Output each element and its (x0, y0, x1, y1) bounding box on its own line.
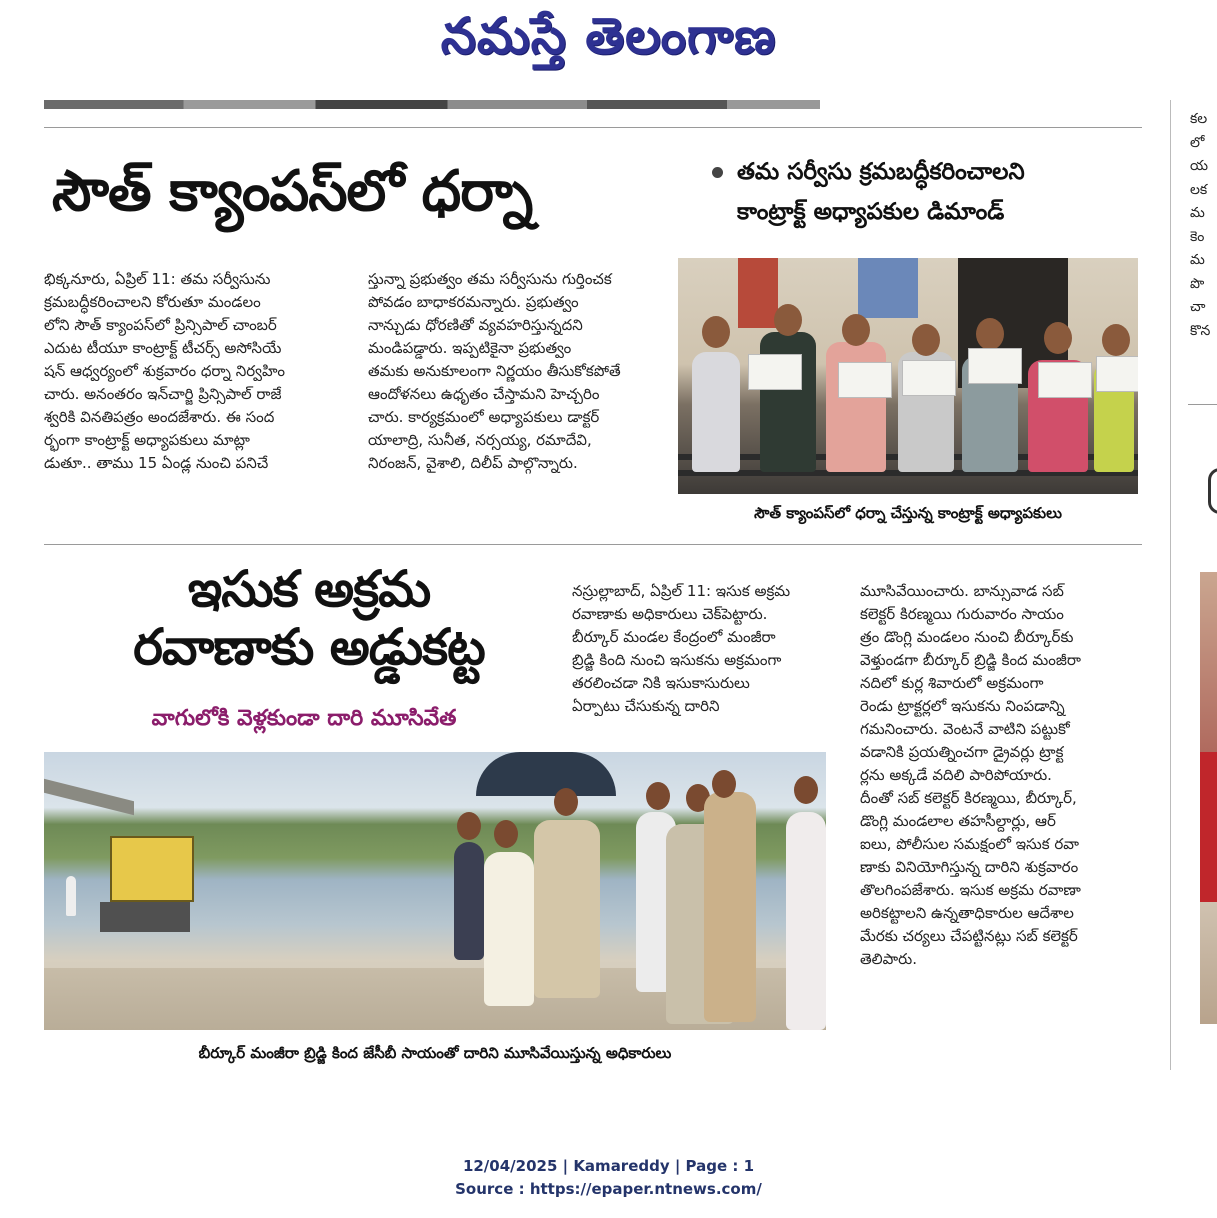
story2-headline-line1: ఇసుక అక్రమ (187, 560, 431, 618)
text-line: య (1190, 158, 1209, 174)
adjacent-headline-fragment (1208, 468, 1217, 514)
text-line: కలెక్టర్ కిరణ్మయి గురువారం సాయం (860, 605, 1064, 623)
story1-deck-line1: తమ సర్వీసు క్రమబద్ధీకరించాలని (737, 159, 1025, 185)
text-line: క్రమబద్ధీకరించాలని కోరుతూ మండలం (44, 293, 261, 311)
text-line: యాలాద్రి, సునీత, నర్సయ్య, రమాదేవి, (368, 431, 592, 449)
text-line: పొ (1190, 275, 1205, 292)
text-line: ఎదుట టీయూ కాంట్రాక్ట్ టీచర్స్ అసోసియే (44, 339, 282, 357)
bullet-icon (712, 167, 723, 178)
text-line: డుతూ.. తాము 15 ఏండ్ల నుంచి పనిచే (44, 454, 269, 472)
story1-column2 (368, 268, 670, 475)
column-divider (1170, 100, 1171, 1070)
text-line: తొలగింపజేశారు. ఇసుక అక్రమ రవాణా (860, 881, 1081, 899)
text-line: బ్రిడ్జి కింది నుంచి ఇసుకను అక్రమంగా (572, 651, 782, 669)
story2-headline-line2: రవాణాకు అడ్డుకట్ట (133, 618, 485, 676)
text-line: లో (1190, 134, 1205, 151)
text-line: రెండు ట్రాక్టర్లలో ఇసుకను నింపడాన్ని (860, 697, 1065, 715)
text-line: అరికట్టాలని ఉన్నతాధికారుల ఆదేశాల (860, 904, 1074, 922)
text-line: స్తున్నా ప్రభుత్వం తమ సర్వీసును గుర్తించక (368, 270, 612, 288)
text-line: ర్లను అక్కడే వదిలి పారిపోయారు. (860, 766, 1052, 784)
adjacent-story-fragment (1190, 108, 1217, 343)
text-line: బీర్కూర్ మండల కేంద్రంలో మంజీరా (572, 628, 776, 646)
text-line: రవాణాకు అధికారులు చెక్‌పెట్టారు. (572, 605, 768, 623)
text-line: షన్ ఆధ్వర్యంలో శుక్రవారం ధర్నా నిర్వహిం (44, 362, 285, 380)
page-footer (0, 1155, 1217, 1201)
text-line: తరలించడా నికి ఇసుకాసురులు (572, 674, 750, 692)
masthead (0, 0, 1217, 78)
side-rule (1188, 404, 1217, 405)
text-line: పోవడం బాధాకరమన్నారు. ప్రభుత్వం (368, 293, 579, 311)
footer-date-edition: 12/04/2025 | Kamareddy | Page : 1 (462, 1157, 755, 1175)
story2-column1 (572, 580, 842, 718)
text-line: ర్భంగా కాంట్రాక్ట్ అధ్యాపకులు మాట్లా (44, 431, 250, 449)
text-line: వడానికి ప్రయత్నించగా డ్రైవర్లు ట్రాక్ట (860, 743, 1064, 761)
text-line: చారు. అనంతరం ఇన్‌చార్జి ప్రిన్సిపాల్ రాజే (44, 385, 282, 403)
text-line: తమకు అనుకూలంగా నిర్ణయం తీసుకోకపోతే (368, 362, 621, 380)
text-line: ఏర్పాటు చేసుకున్న దారిని (572, 697, 720, 715)
story2-subhead: వాగులోకి వెళ్లకుండా దారి మూసివేత (151, 706, 457, 731)
text-line: నస్రుల్లాబాద్, ఏప్రిల్ 11: ఇసుక అక్రమ (572, 582, 791, 600)
story2-column2 (860, 580, 1140, 971)
text-line: నదిలో కుర్ల శివారులో అక్రమంగా (860, 674, 1044, 692)
masthead-logo: నమస్తే తెలంగాణ (440, 6, 777, 65)
text-line: తెలిపారు. (860, 950, 917, 968)
previous-story-photo-strip (44, 100, 820, 109)
text-line: ఐలు, పోలీసుల సమక్షంలో ఇసుక రవా (860, 835, 1079, 853)
text-line: నిరంజన్, వైశాలి, దిలీప్ పాల్గొన్నారు. (368, 454, 578, 472)
story1-photo (678, 258, 1138, 494)
story2-photo-caption: బీర్కూర్ మంజీరా బ్రిడ్జి కింద జేసీబీ సాయంతో దారిని మూసివేయిస్తున్న అధికారులు (198, 1044, 672, 1062)
story2-headline (64, 560, 554, 676)
text-line: లోని సౌత్ క్యాంపస్‌లో ప్రిన్సిపాల్ చాంబర్ (44, 316, 277, 334)
text-line: దీంతో సబ్ కలెక్టర్ కిరణ్మయి, బీర్కూర్, (860, 789, 1077, 807)
text-line: వెళ్తుండగా బీర్కూర్ బ్రిడ్జి కింద మంజీరా (860, 651, 1081, 669)
text-line: కొన (1190, 322, 1211, 339)
text-line: ఆందోళనలు ఉధృతం చేస్తామని హెచ్చరిం (368, 385, 600, 403)
story1-headline: సౌత్ క్యాంపస్‌లో ధర్నా (52, 159, 533, 224)
text-line: శ్వరికి వినతిపత్రం అందజేశారు. ఈ సంద (44, 408, 275, 426)
text-line: త్రం డొంగ్లి మండలం నుంచి బీర్కూర్‌కు (860, 628, 1074, 646)
story1-deck-line2: కాంట్రాక్ట్ అధ్యాపకుల డిమాండ్ (737, 199, 1005, 225)
section-rule-middle (44, 544, 1142, 545)
adjacent-story-photo (1200, 572, 1217, 1024)
story1-deck (712, 152, 1142, 232)
text-line: గమనించారు. వెంటనే వాటిని పట్టుకో (860, 720, 1070, 738)
story1-photo-caption: సౌత్ క్యాంపస్‌లో ధర్నా చేస్తున్న కాంట్రాక్ట్ అధ్యాపకులు (754, 504, 1062, 522)
text-line: ణాకు వినియోగిస్తున్న దారిని శుక్రవారం (860, 858, 1079, 876)
text-line: మ (1190, 252, 1205, 268)
text-line: కల (1190, 111, 1208, 127)
text-line: మండిపడ్డారు. ఇప్పటికైనా ప్రభుత్వం (368, 339, 572, 357)
text-line: డొంగ్లి మండలాల తహసీల్దార్లు, ఆర్ (860, 812, 1056, 830)
text-line: చా (1190, 299, 1206, 315)
text-line: చారు. కార్యక్రమంలో అధ్యాపకులు డాక్టర్ (368, 408, 600, 426)
footer-source: Source : https://epaper.ntnews.com/ (455, 1180, 762, 1198)
text-line: లక (1190, 181, 1208, 198)
text-line: మేరకు చర్యలు చేపట్టినట్లు సబ్ కలెక్టర్ (860, 927, 1078, 945)
story1-column1 (44, 268, 356, 475)
section-rule-top (44, 127, 1142, 128)
text-line: నాన్చుడు ధోరణితో వ్యవహరిస్తున్నదని (368, 316, 583, 334)
text-line: మూసివేయించారు. బాన్సువాడ సబ్ (860, 582, 1064, 600)
story2-photo (44, 752, 826, 1030)
text-line: కెం (1190, 228, 1205, 245)
text-line: మ (1190, 205, 1205, 221)
text-line: భిక్కనూరు, ఏప్రిల్ 11: తమ సర్వీసును (44, 270, 271, 288)
